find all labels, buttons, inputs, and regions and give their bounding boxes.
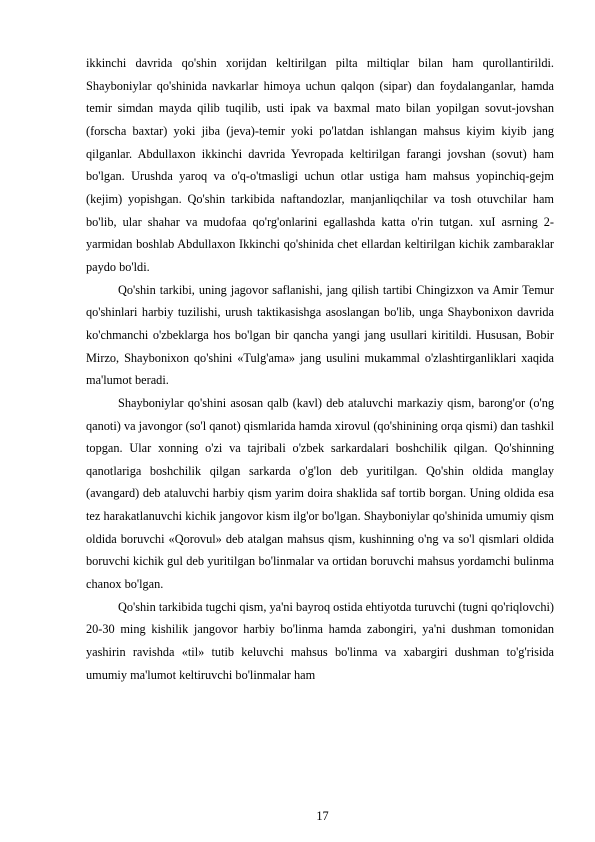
page-number: 17 [316,809,329,823]
document-body [86,52,554,686]
paragraph-2: Qo'shin tarkibi, uning jagovor saflanishi, jang qilish tartibi Chingizxon va Amir Temur qo'shinlari harbiy tuzilishi, urush taktikasishga asoslangan bo'lib, unga Shaybonixon davrida ko'chmanchi o'zbeklarga hos bo'lgan bir qancha yangi jang usullari kiritildi. Hususan, Bobir Mirzo, Shaybonixon qo'shini «Tulg'ama» jang usulini mukammal o'zlashtirganliklari xaqida ma'lumot beradi. [86,282,554,388]
paragraph-3: Shayboniylar qo'shini asosan qalb (kavl) deb ataluvchi markaziy qism, barong'or (o'ng qanoti) va javongor (so'l qanot) qismlarida hamda xirovul (qo'shinining orqa qismi) dan tashkil topgan. Ular xonning o'zi va tajribali o'zbek sarkardalari boshchilik qilgan. Qo'shinning qanotlariga boshchilik qilgan sarkarda o'g'lon deb yuritilgan. Qo'shin oldida manglay (avangard) deb ataluvchi harbiy qism yarim doira shaklida saf tortib borgan. Uning oldida esa tez harakatlanuvchi kichik jangovor kism ilg'or bo'lgan. Shayboniylar qo'shinida umumiy qism oldida boruvchi «Qorovul» deb atalgan mahsus qism, kushinning o'ng va so'l qismlari oldida boruvchi kichik gul deb yuritilgan bo'linmalar va ortidan boruvchi mahsus yordamchi bulinma chanox bo'lgan. [86,395,554,592]
paragraph-1: ikkinchi davrida qo'shin xorijdan keltirilgan pilta miltiqlar bilan ham qurollantirildi. Shayboniylar qo'shinida navkarlar himoya uchun qalqon (sipar) dan foydalanganlar, hamda temir simdan mayda qilib tuqilib, usti ipak va baxmal mato bilan yopilgan sovut-jovshan (forscha baxtar) yoki jiba (jeva)-temir yoki po'latdan ishlangan mahsus kiyim kiyib jang qilganlar. Abdullaxon ikkinchi davrida Yevropada keltirilgan farangi jovshan (sovut) ham bo'lgan. Urushda yaroq va o'q-o'tmasligi uchun otlar ustiga ham mahsus yopinchiq-gejm (kejim) yopishgan. Qo'shin tarkibida naftandozlar, manjanliqchilar va tosh otuvchilar ham bo'lib, ular shahar va mudofaa qo'rg'onlarini egallashda katta o'rin tutgan. xuI asrning 2-yarmidan boshlab Abdullaxon Ikkinchi qo'shinida chet ellardan keltirilgan kichik zambaraklar paydo bo'ldi. [86,56,554,274]
paragraph-4: Qo'shin tarkibida tugchi qism, ya'ni bayroq ostida ehtiyotda turuvchi (tugni qo'riqlovchi) 20-30 ming kishilik jangovor harbiy bo'linma hamda zabongiri, ya'ni dushman tomonidan yashirin ravishda «til» tutib keluvchi mahsus bo'linma va xabargiri dushman to'g'risida umumiy ma'lumot keltiruvchi bo'linmalar ham [86,599,554,682]
